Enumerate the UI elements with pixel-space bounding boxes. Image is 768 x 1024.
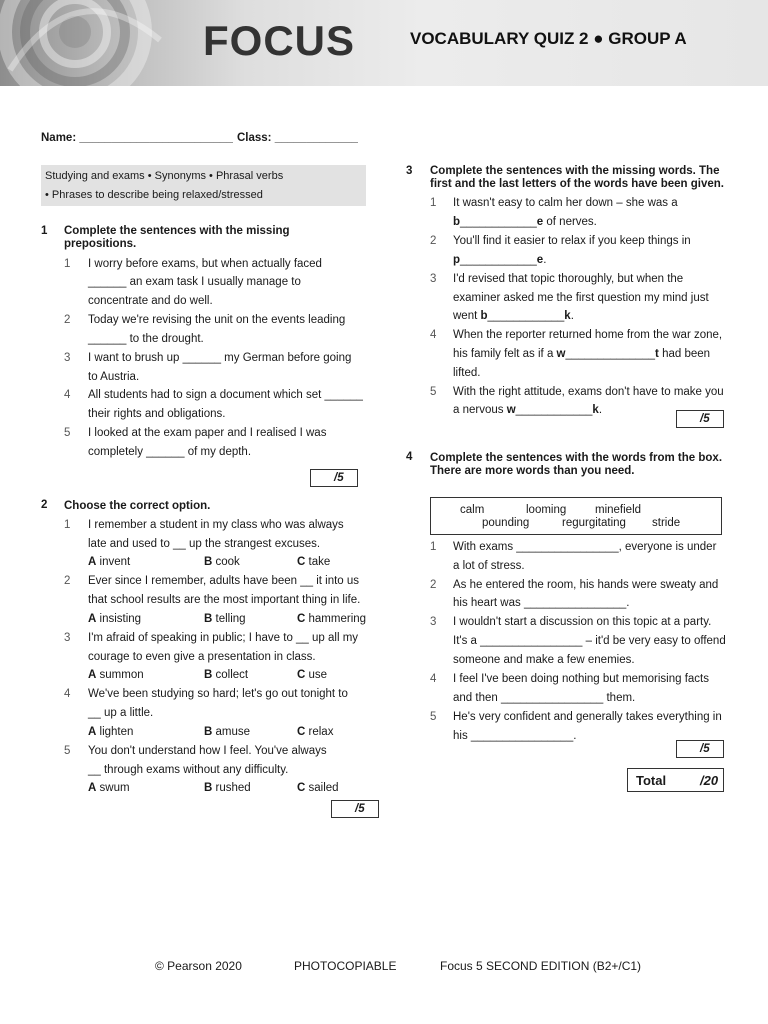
s1-item-2-line-1: Today we're revising the unit on the events leading [88,314,346,326]
word-box-word: regurgitating [562,517,626,529]
topics-line-2: • Phrases to describe being relaxed/stressed [45,189,263,201]
s4-item-4-line-2: and then ________________ them. [453,692,636,704]
s4-item-2-line-2: his heart was ________________. [453,597,630,609]
s4-item-1-line-2: a lot of stress. [453,560,525,572]
s3-item-5-line-2: a nervous w____________k. [453,404,603,416]
s2-item-2-option-b: B telling [204,613,246,625]
s2-item-number: 4 [64,688,71,700]
s3-item-4-line-2: his family felt as if a w______________t had been [453,348,711,360]
s4-item-3-line-3: someone and make a few enemies. [453,654,635,666]
s3-item-2-line-2: p____________e. [453,254,547,266]
s2-item-1-line-2: late and used to __ up the strangest excuses. [88,538,321,550]
s4-item-4-line-1: I feel I've been doing nothing but memorising facts [453,673,709,685]
s2-item-number: 2 [64,575,71,587]
section-4-score-box: /5 [676,740,724,758]
s2-item-1-line-1: I remember a student in my class who was always [88,519,344,531]
word-box [430,497,722,535]
s3-item-5-line-1: With the right attitude, exams don't have to make you [453,386,724,398]
s1-item-number: 4 [64,389,71,401]
s1-item-1-line-2: ______ an exam task I usually manage to [88,276,301,288]
section-4-title-line-2: There are more words than you need. [430,464,635,477]
s2-item-number: 3 [64,632,71,644]
s4-item-number: 3 [430,616,437,628]
s3-item-3-line-1: I'd revised that topic thoroughly, but when the [453,273,684,285]
footer-photocopiable: PHOTOCOPIABLE [294,959,397,973]
s4-item-number: 1 [430,541,437,553]
total-label: Total [636,773,667,788]
word-box-word: calm [460,504,485,516]
topics-box [41,165,366,206]
s1-item-number: 1 [64,258,71,270]
s2-item-4-option-b: B amuse [204,726,251,738]
s1-item-number: 3 [64,352,71,364]
word-box-word: minefield [595,504,642,516]
s2-item-2-option-a: A insisting [88,613,142,625]
s1-item-number: 2 [64,314,71,326]
s4-item-5-line-2: his ________________. [453,730,577,742]
s1-item-4-line-1: All students had to sign a document which set ______ [88,389,363,401]
section-2-title: Choose the correct option. [64,500,211,512]
s2-item-5-option-a: A swum [88,782,130,794]
footer-copyright: © Pearson 2020 [155,959,242,973]
class-field-label: Class: _____________ [237,132,358,144]
section-1-number: 1 [41,225,48,237]
footer-edition: Focus 5 SECOND EDITION (B2+/C1) [440,959,642,973]
s3-item-number: 1 [430,197,437,209]
s1-item-4-line-2: their rights and obligations. [88,408,226,420]
s2-item-3-line-1: I'm afraid of speaking in public; I have to __ up all my [88,632,359,644]
s4-item-5-line-1: He's very confident and generally takes everything in [453,711,722,723]
s3-item-1-line-2: b____________e of nerves. [453,216,597,228]
s3-item-3-line-3: went b____________k. [453,310,574,322]
s4-item-1-line-1: With exams ________________, everyone is under [453,541,717,553]
brand-logo: FOCUS [203,17,355,64]
s2-item-5-line-2: __ through exams without any difficulty. [88,764,289,776]
s2-item-1-option-b: B cook [204,556,240,568]
s2-item-number: 1 [64,519,71,531]
s1-item-number: 5 [64,427,71,439]
s3-item-4-line-1: When the reporter returned home from the war zone, [453,329,723,341]
s4-item-2-line-1: As he entered the room, his hands were sweaty and [453,579,719,591]
total-score-box [627,768,724,792]
s1-item-3-line-1: I want to brush up ______ my German before going [88,352,352,364]
section-3-title-line-2: first and the last letters of the words have been given. [430,177,724,190]
word-box-word: pounding [482,517,530,529]
s3-item-2-line-1: You'll find it easier to relax if you keep things in [453,235,691,247]
total-score: /20 [700,773,719,788]
s4-item-number: 2 [430,579,437,591]
section-3-title-line-1: Complete the sentences with the missing words. The [430,165,720,177]
s3-item-number: 3 [430,273,437,285]
s1-item-1-line-3: concentrate and do well. [88,295,213,307]
section-3-title [430,165,724,190]
s4-item-3-line-2: It's a ________________ – it'd be very easy to offend [453,635,726,647]
topics-line-1: Studying and exams • Synonyms • Phrasal verbs [45,170,284,182]
section-1-title [64,225,290,250]
s2-item-4-line-2: __ up a little. [88,707,154,719]
s2-item-2-line-1: Ever since I remember, adults have been __ it into us [88,575,360,587]
s3-item-3-line-2: examiner asked me the first question my mind just [453,292,709,304]
s2-item-1-option-a: A invent [88,556,131,568]
s2-item-3-option-c: C use [297,669,328,681]
s2-item-4-line-1: We've been studying so hard; let's go out tonight to [88,688,348,700]
s2-item-2-line-2: that school results are the most important thing in life. [88,594,361,606]
word-box-word: stride [652,517,681,529]
s2-item-1-option-c: C take [297,556,331,568]
section-2-score-box: /5 [331,800,379,818]
s3-item-4-line-3: lifted. [453,367,481,379]
s1-item-2-line-2: ______ to the drought. [88,333,204,345]
s2-item-2-option-c: C hammering [297,613,367,625]
s1-item-5-line-2: completely ______ of my depth. [88,446,252,458]
s2-item-number: 5 [64,745,71,757]
s2-item-5-option-b: B rushed [204,782,251,794]
s3-item-1-line-1: It wasn't easy to calm her down – she was a [453,197,678,209]
section-4-title [430,452,722,477]
s2-item-4-option-a: A lighten [88,726,134,738]
s1-item-1-line-1: I worry before exams, but when actually faced [88,258,322,270]
quiz-title: VOCABULARY QUIZ 2 ● GROUP A [410,29,687,48]
s3-item-number: 2 [430,235,437,247]
section-1-title-line-1: Complete the sentences with the missing [64,225,290,237]
s4-item-number: 5 [430,711,437,723]
page-header [0,0,768,86]
name-field-label: Name: ________________________ [41,132,233,144]
s1-item-3-line-2: to Austria. [88,371,140,383]
s1-item-5-line-1: I looked at the exam paper and I realised I was [88,427,327,439]
s3-item-number: 4 [430,329,437,341]
s2-item-4-option-c: C relax [297,726,334,738]
section-3-score-box: /5 [676,410,724,428]
section-3-number: 3 [406,165,413,177]
s2-item-3-line-2: courage to even give a presentation in class. [88,651,316,663]
section-2-number: 2 [41,499,48,511]
section-4-number: 4 [406,451,413,463]
s4-item-number: 4 [430,673,437,685]
s2-item-3-option-b: B collect [204,669,249,681]
section-1-title-line-2: prepositions. [64,237,137,250]
section-1-score-box: /5 [310,469,358,487]
section-4-title-line-1: Complete the sentences with the words from the box. [430,452,723,464]
s2-item-5-option-c: C sailed [297,782,339,794]
word-box-word: looming [526,504,567,516]
s2-item-3-option-a: A summon [88,669,144,681]
s3-item-number: 5 [430,386,437,398]
s2-item-5-line-1: You don't understand how I feel. You've always [88,745,327,757]
s4-item-3-line-1: I wouldn't start a discussion on this topic at a party. [453,616,712,628]
